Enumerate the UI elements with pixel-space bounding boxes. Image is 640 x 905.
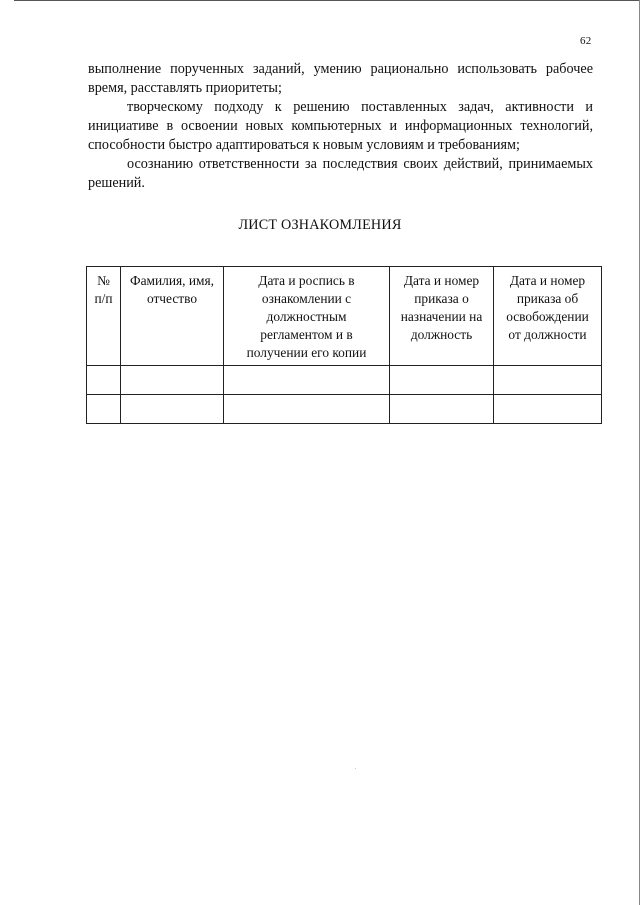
header-number bbox=[87, 267, 121, 366]
header-line: должность bbox=[410, 327, 473, 342]
page-edge-top bbox=[14, 0, 640, 1]
header-line: п/п bbox=[94, 291, 113, 306]
acquaintance-table bbox=[86, 266, 602, 424]
table-cell bbox=[87, 395, 121, 424]
header-line: Дата и номер bbox=[403, 273, 480, 288]
paragraph-2: творческому подходу к решению поставленных задач, активности и инициативе в освоении новых компьютерных и информационных технологий, способности быстро адаптироваться к новым условиям и требованиям; bbox=[88, 99, 593, 153]
table-cell bbox=[87, 366, 121, 395]
header-full-name bbox=[121, 267, 224, 366]
table-cell bbox=[121, 395, 224, 424]
header-line: приказа об bbox=[516, 291, 579, 306]
table-cell bbox=[494, 395, 602, 424]
header-signature-date bbox=[224, 267, 390, 366]
scan-speck bbox=[355, 768, 356, 769]
header-line: получении его копии bbox=[246, 345, 367, 360]
header-dismissal-order bbox=[494, 267, 602, 366]
header-line: регламентом и в bbox=[260, 327, 353, 342]
table-cell bbox=[390, 395, 494, 424]
table-cell bbox=[390, 366, 494, 395]
sheet-title: ЛИСТ ОЗНАКОМЛЕНИЯ bbox=[238, 217, 402, 233]
header-line: Дата и номер bbox=[509, 273, 586, 288]
header-line: ознакомлении с bbox=[261, 291, 352, 306]
paragraph-3: осознанию ответственности за последствия своих действий, принимаемых решений. bbox=[88, 156, 593, 191]
header-line: от должности bbox=[508, 327, 587, 342]
paragraph-1: выполнение порученных заданий, умению рационально использовать рабочее время, расставлять приоритеты; bbox=[88, 61, 593, 96]
header-line: Дата и роспись в bbox=[258, 273, 355, 288]
table-row bbox=[87, 395, 602, 424]
page-number: 62 bbox=[580, 35, 592, 47]
header-appointment-order bbox=[390, 267, 494, 366]
table-cell bbox=[224, 395, 390, 424]
header-line: назначении на bbox=[400, 309, 483, 324]
table-cell bbox=[494, 366, 602, 395]
table-cell bbox=[121, 366, 224, 395]
header-line: № bbox=[97, 273, 110, 288]
table-cell bbox=[224, 366, 390, 395]
header-line: Фамилия, имя, bbox=[129, 273, 214, 288]
body-text bbox=[88, 60, 593, 193]
header-line: приказа о bbox=[414, 291, 469, 306]
header-line: освобождении bbox=[506, 309, 589, 324]
table-row bbox=[87, 366, 602, 395]
table-header-row bbox=[87, 267, 602, 366]
header-line: должностным bbox=[266, 309, 347, 324]
header-line: отчество bbox=[146, 291, 198, 306]
